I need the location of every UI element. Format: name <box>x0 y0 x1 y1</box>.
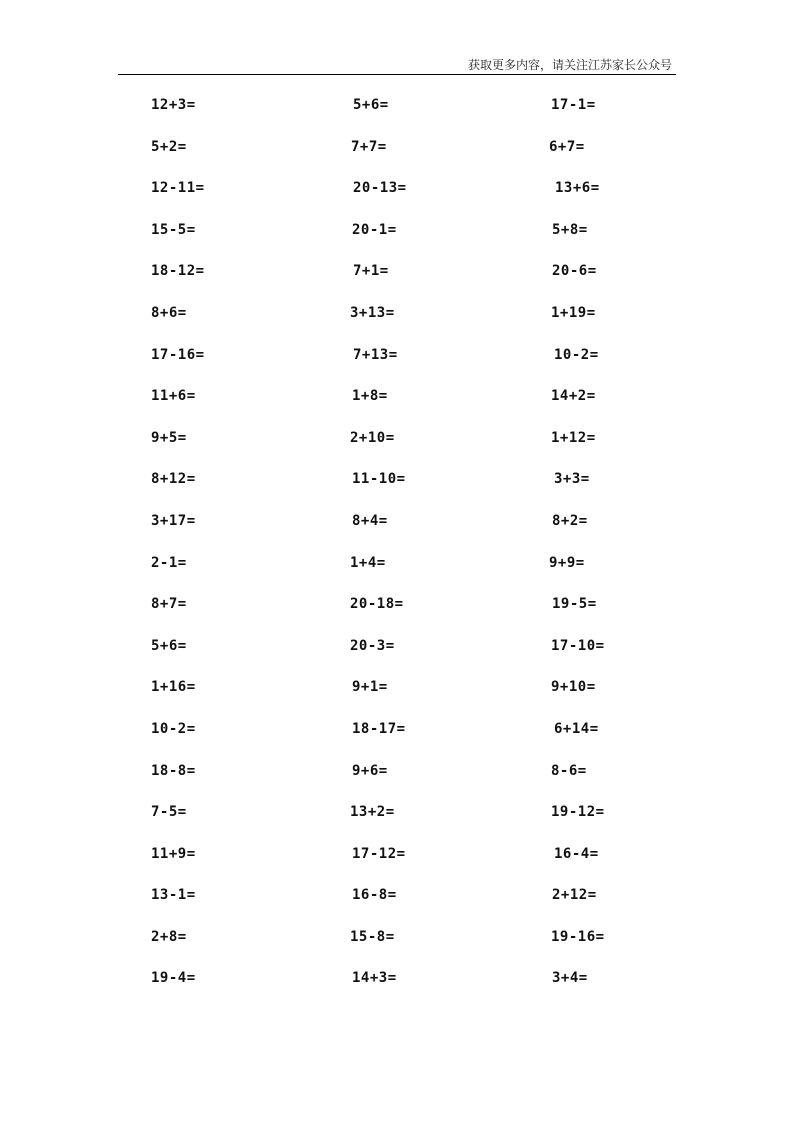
problem-row <box>0 95 793 137</box>
problem-row <box>0 345 793 387</box>
math-problem: 3+13= <box>350 304 395 321</box>
header-divider <box>118 74 676 75</box>
problem-row <box>0 636 793 678</box>
math-problem: 7-5= <box>151 804 187 821</box>
math-problem: 2+10= <box>350 429 395 446</box>
problem-row <box>0 594 793 636</box>
math-problem: 20-6= <box>552 263 597 280</box>
math-problem: 8+12= <box>151 471 196 488</box>
math-problem: 17-12= <box>352 845 406 862</box>
math-problem: 12-11= <box>151 180 205 197</box>
math-problem: 5+6= <box>151 637 187 654</box>
math-problem: 9+6= <box>352 762 388 779</box>
math-problem: 5+6= <box>353 97 389 113</box>
math-problem: 5+2= <box>151 138 187 155</box>
problem-row <box>0 927 793 969</box>
problem-row <box>0 261 793 303</box>
math-problem: 8+6= <box>151 304 187 321</box>
math-problem: 9+5= <box>151 429 187 446</box>
math-problem: 19-5= <box>552 596 597 613</box>
math-problem: 20-13= <box>353 180 407 197</box>
math-problem: 8-6= <box>551 762 587 779</box>
problem-row <box>0 178 793 220</box>
math-problem: 1+16= <box>151 679 196 696</box>
math-problem: 3+4= <box>552 970 588 987</box>
math-problem: 11-10= <box>352 471 406 488</box>
math-problem: 8+2= <box>552 512 588 529</box>
math-problem: 20-1= <box>352 221 397 238</box>
math-problem: 1+19= <box>551 304 596 321</box>
math-problem: 16-4= <box>554 845 599 862</box>
math-problem: 2+12= <box>552 887 597 904</box>
math-problem: 10-2= <box>554 346 599 363</box>
math-problem: 2+8= <box>151 928 187 945</box>
problem-row <box>0 802 793 844</box>
problem-row <box>0 553 793 595</box>
math-problem: 13+2= <box>350 804 395 821</box>
problem-row <box>0 303 793 345</box>
problem-row <box>0 719 793 761</box>
problem-row <box>0 428 793 470</box>
math-problem: 19-4= <box>151 970 196 987</box>
math-problem: 3+3= <box>554 471 590 488</box>
math-problem: 14+2= <box>551 388 596 405</box>
problem-row <box>0 511 793 553</box>
problem-row <box>0 761 793 803</box>
math-problem: 7+1= <box>353 263 389 280</box>
math-problem: 18-17= <box>352 720 406 737</box>
math-problem: 17-16= <box>151 346 205 363</box>
math-problem: 3+17= <box>151 512 196 529</box>
math-problem: 17-10= <box>551 637 605 654</box>
math-problem: 9+10= <box>551 679 596 696</box>
math-problem: 2-1= <box>151 554 187 571</box>
problem-row <box>0 469 793 511</box>
math-problem: 20-18= <box>350 596 404 613</box>
math-problem: 7+13= <box>353 346 398 363</box>
problem-row <box>0 386 793 428</box>
math-problem: 17-1= <box>551 97 596 113</box>
math-problem: 9+9= <box>549 554 585 571</box>
math-problem: 5+8= <box>552 221 588 238</box>
math-problem: 7+7= <box>351 138 387 155</box>
math-problem: 19-16= <box>551 928 605 945</box>
problem-row <box>0 885 793 927</box>
math-problem: 13-1= <box>151 887 196 904</box>
problem-row <box>0 844 793 886</box>
math-problem: 6+7= <box>549 138 585 155</box>
math-problem: 6+14= <box>554 720 599 737</box>
math-problem: 8+7= <box>151 596 187 613</box>
math-problem: 8+4= <box>352 512 388 529</box>
math-problem: 20-3= <box>350 637 395 654</box>
math-problem: 15-5= <box>151 221 196 238</box>
header-text: 获取更多内容，请关注江苏家长公众号 <box>467 58 672 72</box>
math-problem: 16-8= <box>352 887 397 904</box>
math-problem: 18-8= <box>151 762 196 779</box>
problem-row <box>0 220 793 262</box>
math-problem: 1+8= <box>352 388 388 405</box>
math-problem: 15-8= <box>350 928 395 945</box>
math-problem: 19-12= <box>551 804 605 821</box>
problem-row <box>0 677 793 719</box>
math-problem: 11+6= <box>151 388 196 405</box>
math-problem: 12+3= <box>151 97 196 113</box>
problem-row <box>0 968 793 1010</box>
math-problem: 10-2= <box>151 720 196 737</box>
problem-row <box>0 137 793 179</box>
math-problem: 14+3= <box>352 970 397 987</box>
math-problem: 11+9= <box>151 845 196 862</box>
math-problem: 13+6= <box>555 180 600 197</box>
problem-grid <box>0 95 793 1010</box>
math-problem: 9+1= <box>352 679 388 696</box>
math-problem: 1+4= <box>350 554 386 571</box>
math-problem: 1+12= <box>551 429 596 446</box>
math-problem: 18-12= <box>151 263 205 280</box>
